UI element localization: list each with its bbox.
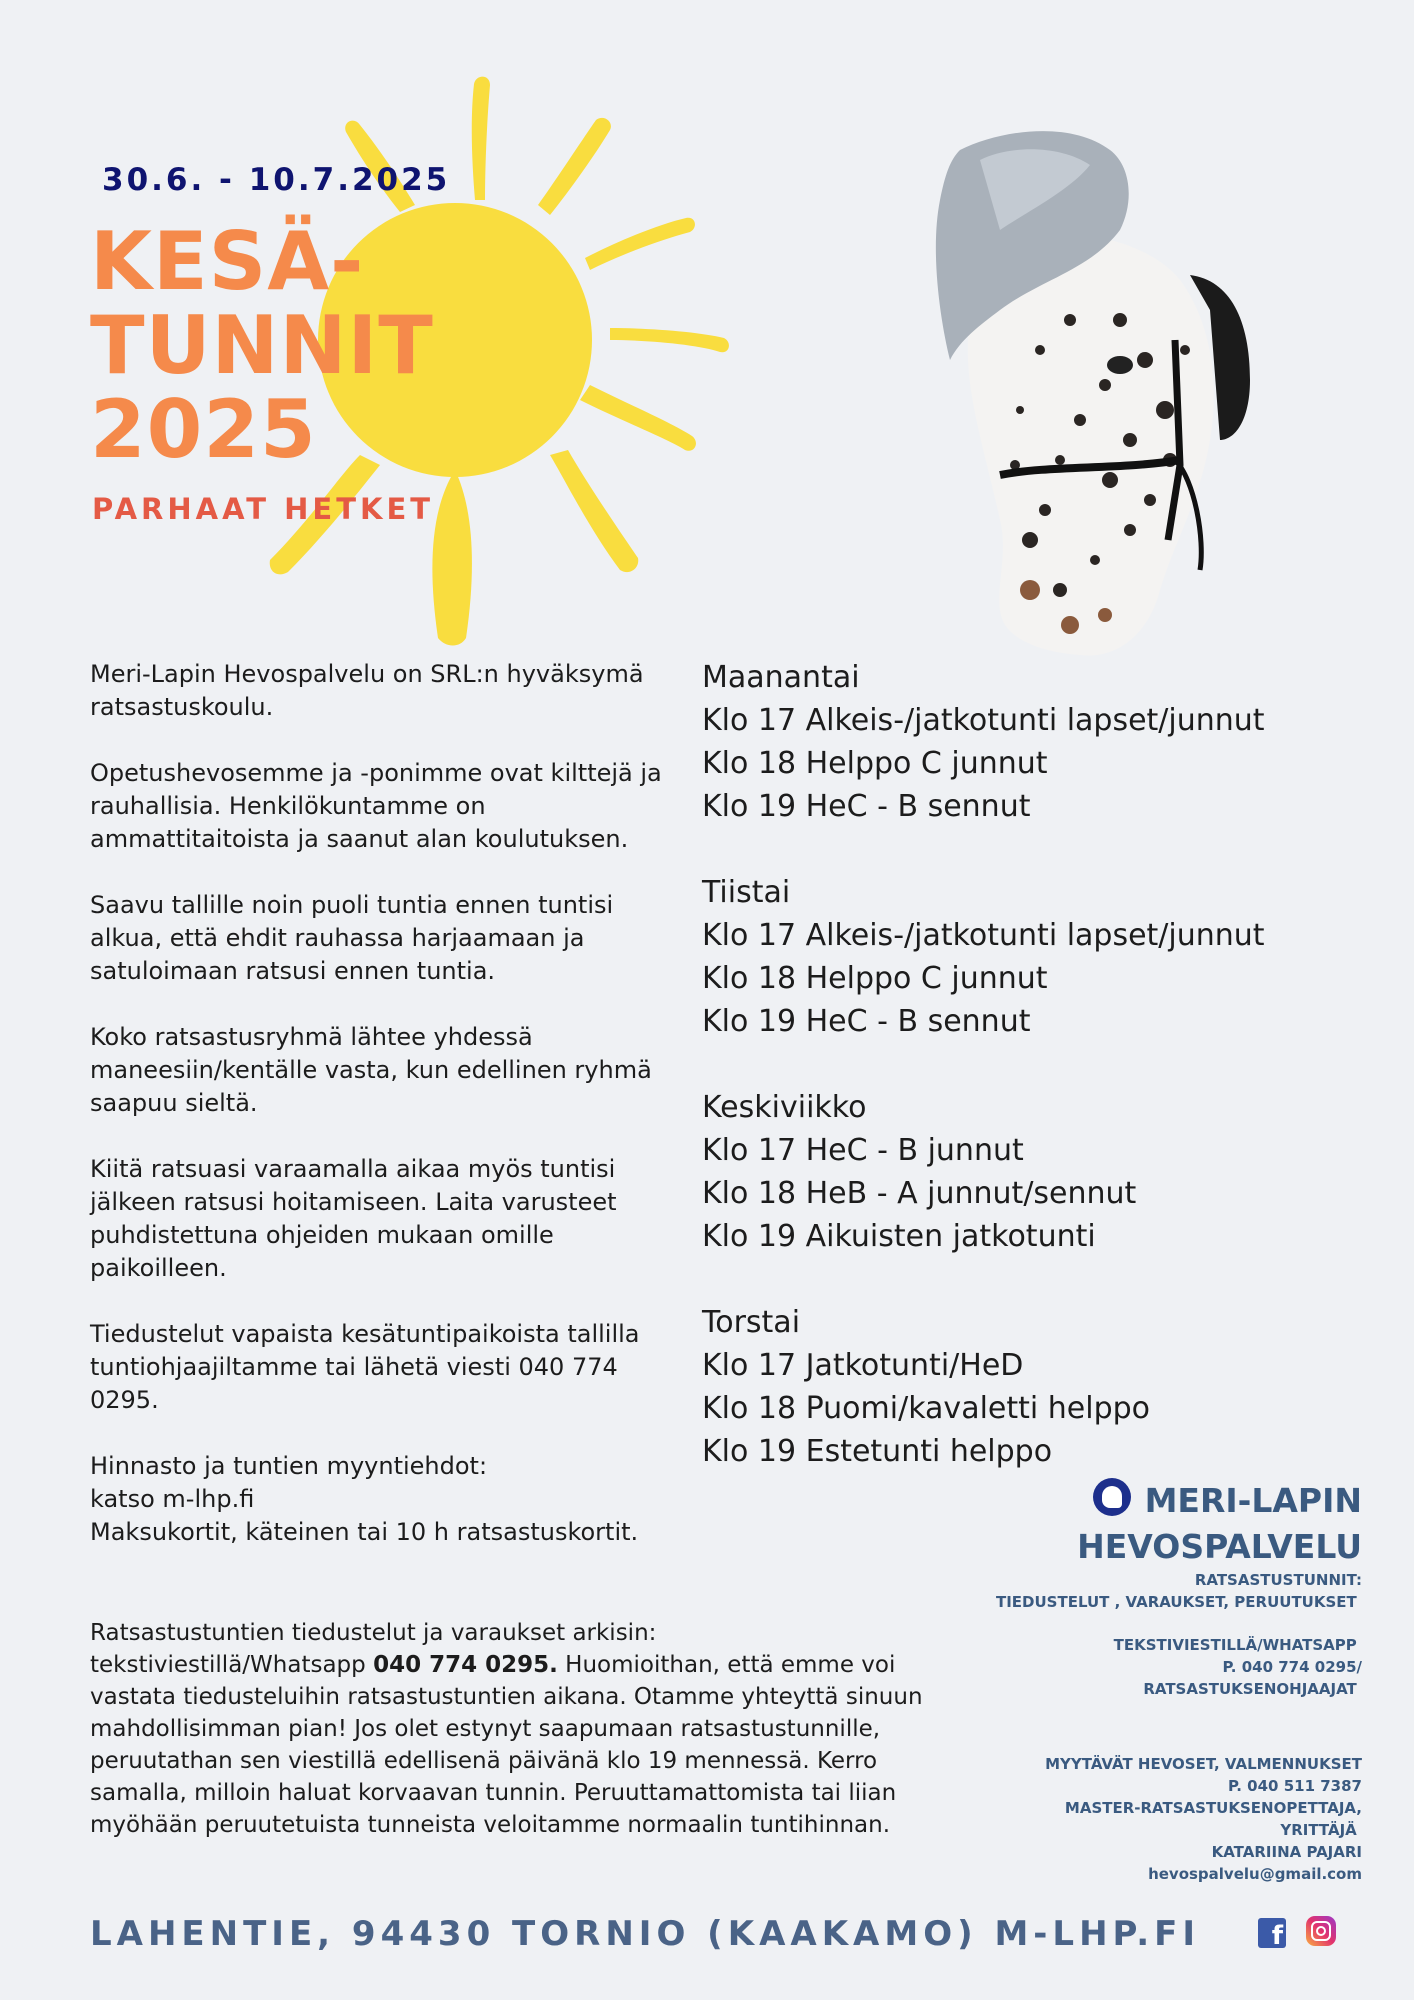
contact-block-phone: [1114, 1634, 1362, 1700]
contact-line: TIEDUSTELUT , VARAUKSET, PERUUTUKSET: [995, 1593, 1362, 1611]
contact-block-owner: [1045, 1753, 1362, 1885]
booking-channel: tekstiviestillä/Whatsapp: [90, 1652, 374, 1678]
day-name: Maanantai: [702, 660, 860, 695]
lesson-item: Klo 18 Helppo C junnut: [702, 961, 1048, 996]
contact-line: RATSASTUKSENOHJAAJAT: [1143, 1680, 1362, 1698]
booking-terms: Huomioithan, että emme voi vastata tiedusteluihin ratsastustuntien aikana. Otamme yhteyttä sinuun mahdollisimman pian! Jos olet estynyt saapumaan ratsastustunnille, peruutathan sen viestillä edellisenä päivänä klo 19 mennessä. Kerro samalla, milloin haluat korvaavan tunnin. Peruuttamattomista tai liian myöhään peruutetuista tunneista veloitamme normaalin tuntihinnan.: [90, 1652, 923, 1838]
schedule-day-monday: [702, 656, 1362, 828]
day-name: Tiistai: [702, 875, 791, 910]
instagram-icon[interactable]: [1306, 1916, 1336, 1946]
contact-line: RATSASTUSTUNNIT:: [1194, 1571, 1362, 1589]
schedule-day-wednesday: [702, 1086, 1362, 1258]
subtitle: PARHAAT HETKET: [92, 492, 435, 526]
contact-line: TEKSTIVIESTILLÄ/WHATSAPP: [1113, 1636, 1362, 1654]
title-line: 2025: [90, 383, 317, 476]
lesson-item: Klo 17 HeC - B junnut: [702, 1133, 1024, 1168]
contact-line[interactable]: P. 040 511 7387: [1228, 1777, 1362, 1795]
lesson-item: Klo 17 Jatkotunti/HeD: [702, 1348, 1024, 1383]
lesson-item: Klo 17 Alkeis-/jatkotunti lapset/junnut: [702, 918, 1265, 953]
contact-line: MASTER-RATSASTUKSENOPETTAJA,: [1064, 1799, 1362, 1817]
page-title: [90, 215, 434, 476]
lesson-item: Klo 19 Estetunti helppo: [702, 1434, 1053, 1469]
contact-line: MYYTÄVÄT HEVOSET, VALMENNUKSET: [1045, 1755, 1362, 1773]
date-range: 30.6. - 10.7.2025: [102, 162, 451, 198]
lesson-item: Klo 18 Puomi/kavaletti helppo: [702, 1391, 1151, 1426]
booking-info: [90, 1617, 930, 1841]
title-line: TUNNIT: [90, 299, 434, 392]
brand-name-line1: [1077, 1478, 1362, 1524]
contact-line: KATARIINA PAJARI: [1211, 1843, 1362, 1861]
intro-paragraph: Kiitä ratsuasi varaamalla aikaa myös tuntisi jälkeen ratsusi hoitamiseen. Laita varusteet puhdistettuna ohjeiden mukaan omille paikoilleen.: [90, 1155, 617, 1282]
intro-paragraph: Meri-Lapin Hevospalvelu on SRL:n hyväksymä ratsastuskoulu.: [90, 660, 644, 721]
contact-block-lessons: [996, 1569, 1362, 1613]
brand-block: [1077, 1478, 1362, 1570]
intro-paragraph: Saavu tallille noin puoli tuntia ennen tuntisi alkua, että ehdit rauhassa harjaamaan ja satuloimaan ratsusi ennen tuntia.: [90, 891, 614, 985]
lesson-item: Klo 19 HeC - B sennut: [702, 1004, 1031, 1039]
lesson-item: Klo 19 Aikuisten jatkotunti: [702, 1219, 1096, 1254]
booking-phone[interactable]: 040 774 0295.: [373, 1652, 558, 1678]
email-link[interactable]: hevospalvelu@gmail.com: [1148, 1865, 1362, 1883]
lesson-item: Klo 18 HeB - A junnut/sennut: [702, 1176, 1137, 1211]
schedule-day-thursday: [702, 1301, 1362, 1473]
lesson-item: Klo 19 HeC - B sennut: [702, 789, 1031, 824]
contact-line[interactable]: P. 040 774 0295/: [1222, 1658, 1362, 1676]
horse-logo-icon: [1093, 1478, 1131, 1516]
booking-intro: Ratsastustuntien tiedustelut ja varaukset arkisin:: [90, 1620, 657, 1646]
brand-name-text: MERI-LAPIN: [1144, 1481, 1362, 1520]
intro-paragraph: Opetushevosemme ja -ponimme ovat kilttejä ja rauhallisia. Henkilökuntamme on ammattitaitoista ja saanut alan koulutuksen.: [90, 759, 662, 853]
facebook-icon[interactable]: f: [1258, 1918, 1286, 1948]
intro-text: [90, 658, 680, 1549]
intro-paragraph: Koko ratsastusryhmä lähtee yhdessä maneesiin/kentälle vasta, kun edellinen ryhmä saapuu sieltä.: [90, 1023, 652, 1117]
intro-paragraph: Tiedustelut vapaista kesätuntipaikoista tallilla tuntiohjaajiltamme tai lähetä viesti 040 774 0295.: [90, 1320, 640, 1414]
day-name: Torstai: [702, 1305, 801, 1340]
contact-line: YRITTÄJÄ: [1280, 1821, 1362, 1839]
lesson-item: Klo 18 Helppo C junnut: [702, 746, 1048, 781]
payment-methods: Maksukortit, käteinen tai 10 h ratsastuskortit.: [90, 1518, 639, 1546]
day-name: Keskiviikko: [702, 1090, 867, 1125]
title-line: KESÄ-: [90, 215, 365, 308]
brand-name-line2: HEVOSPALVELU: [1077, 1527, 1362, 1566]
pricing-heading: Hinnasto ja tuntien myyntiehdot:: [90, 1452, 488, 1480]
lesson-schedule: [702, 656, 1362, 1516]
pricing-link[interactable]: katso m-lhp.fi: [90, 1485, 255, 1513]
horse-photo: [920, 120, 1280, 680]
footer-address: LAHENTIE, 94430 TORNIO (KAAKAMO) M-LHP.FI: [90, 1914, 1201, 1954]
lesson-item: Klo 17 Alkeis-/jatkotunti lapset/junnut: [702, 703, 1265, 738]
schedule-day-tuesday: [702, 871, 1362, 1043]
